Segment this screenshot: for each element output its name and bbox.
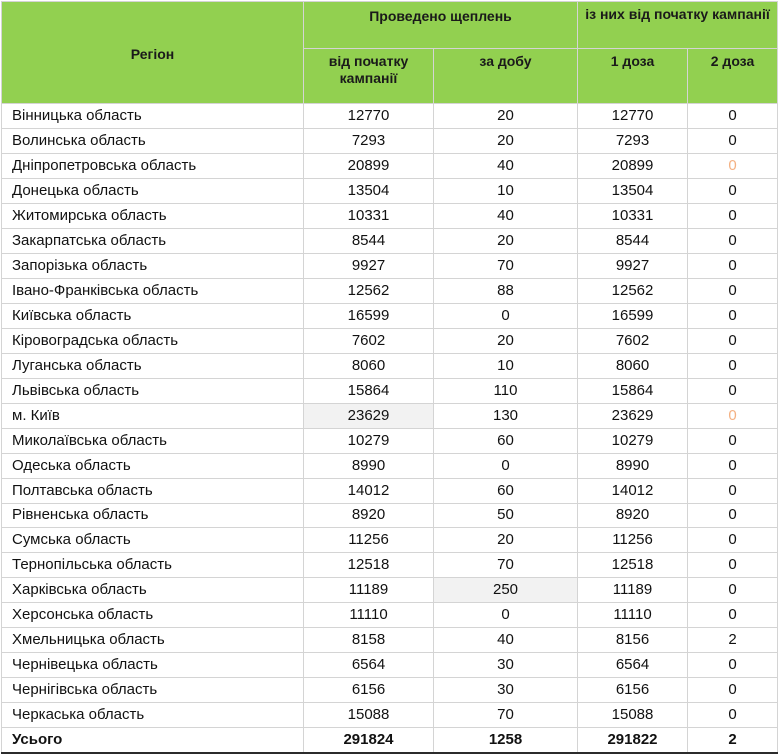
dose-1-value: 12562 xyxy=(578,278,688,303)
since-start-value: 10279 xyxy=(304,428,434,453)
region-name: Івано-Франківська область xyxy=(2,278,304,303)
table-row xyxy=(2,553,778,578)
table-row xyxy=(2,703,778,728)
table-row xyxy=(2,603,778,628)
per-day-value: 60 xyxy=(434,478,578,503)
table-header xyxy=(2,2,778,104)
dose-2-value: 0 xyxy=(688,653,778,678)
dose-2-value: 0 xyxy=(688,178,778,203)
since-start-value: 8990 xyxy=(304,453,434,478)
dose-1-value: 11110 xyxy=(578,603,688,628)
dose-2-value: 0 xyxy=(688,703,778,728)
table-row xyxy=(2,328,778,353)
since-start-value: 23629 xyxy=(304,403,434,428)
region-name: Київська область xyxy=(2,303,304,328)
per-day-value: 70 xyxy=(434,553,578,578)
since-start-value: 6564 xyxy=(304,653,434,678)
dose-2-value: 0 xyxy=(688,153,778,178)
dose-1-value: 8060 xyxy=(578,353,688,378)
dose-2-value: 0 xyxy=(688,328,778,353)
header-vaccinations-done: Проведено щеплень xyxy=(304,2,578,49)
dose-2-value: 0 xyxy=(688,478,778,503)
since-start-value: 11189 xyxy=(304,578,434,603)
table-row xyxy=(2,278,778,303)
per-day-value: 10 xyxy=(434,353,578,378)
dose-1-value: 15864 xyxy=(578,378,688,403)
dose-1-value: 13504 xyxy=(578,178,688,203)
dose-1-value: 11189 xyxy=(578,578,688,603)
dose-2-value: 0 xyxy=(688,353,778,378)
table-row xyxy=(2,353,778,378)
region-name: Хмельницька область xyxy=(2,628,304,653)
total-label: Усього xyxy=(2,728,304,753)
region-name: Сумська область xyxy=(2,528,304,553)
region-name: Запорізька область xyxy=(2,253,304,278)
table-row xyxy=(2,503,778,528)
since-start-value: 10331 xyxy=(304,203,434,228)
table-row xyxy=(2,578,778,603)
dose-2-value: 2 xyxy=(688,628,778,653)
since-start-value: 8544 xyxy=(304,228,434,253)
dose-2-value: 0 xyxy=(688,253,778,278)
total-dose-2: 2 xyxy=(688,728,778,753)
since-start-value: 12562 xyxy=(304,278,434,303)
dose-1-value: 20899 xyxy=(578,153,688,178)
per-day-value: 20 xyxy=(434,328,578,353)
per-day-value: 50 xyxy=(434,503,578,528)
dose-1-value: 8990 xyxy=(578,453,688,478)
total-row xyxy=(2,728,778,753)
per-day-value: 40 xyxy=(434,203,578,228)
table-row xyxy=(2,253,778,278)
per-day-value: 250 xyxy=(434,578,578,603)
dose-1-value: 14012 xyxy=(578,478,688,503)
dose-1-value: 7602 xyxy=(578,328,688,353)
header-per-day: за добу xyxy=(434,49,578,104)
region-name: Харківська область xyxy=(2,578,304,603)
dose-1-value: 12518 xyxy=(578,553,688,578)
region-name: Рівненська область xyxy=(2,503,304,528)
dose-2-value: 0 xyxy=(688,303,778,328)
per-day-value: 20 xyxy=(434,104,578,129)
per-day-value: 60 xyxy=(434,428,578,453)
dose-1-value: 10331 xyxy=(578,203,688,228)
table-row xyxy=(2,303,778,328)
dose-1-value: 8920 xyxy=(578,503,688,528)
per-day-value: 70 xyxy=(434,253,578,278)
region-name: Одеська область xyxy=(2,453,304,478)
header-region: Регіон xyxy=(2,2,304,104)
per-day-value: 30 xyxy=(434,678,578,703)
dose-1-value: 11256 xyxy=(578,528,688,553)
per-day-value: 130 xyxy=(434,403,578,428)
per-day-value: 20 xyxy=(434,228,578,253)
table-row xyxy=(2,128,778,153)
dose-2-value: 0 xyxy=(688,553,778,578)
region-name: Тернопільська область xyxy=(2,553,304,578)
per-day-value: 20 xyxy=(434,528,578,553)
since-start-value: 8920 xyxy=(304,503,434,528)
dose-1-value: 6156 xyxy=(578,678,688,703)
table-row xyxy=(2,104,778,129)
region-name: Волинська область xyxy=(2,128,304,153)
table-row xyxy=(2,653,778,678)
since-start-value: 12518 xyxy=(304,553,434,578)
dose-2-value: 0 xyxy=(688,228,778,253)
region-name: Закарпатська область xyxy=(2,228,304,253)
table-row xyxy=(2,178,778,203)
region-name: Донецька область xyxy=(2,178,304,203)
per-day-value: 0 xyxy=(434,453,578,478)
total-dose-1: 291822 xyxy=(578,728,688,753)
region-name: Луганська область xyxy=(2,353,304,378)
dose-1-value: 8544 xyxy=(578,228,688,253)
header-dose-1: 1 доза xyxy=(578,49,688,104)
dose-1-value: 15088 xyxy=(578,703,688,728)
region-name: Херсонська область xyxy=(2,603,304,628)
dose-1-value: 8156 xyxy=(578,628,688,653)
table-row xyxy=(2,153,778,178)
region-name: Вінницька область xyxy=(2,104,304,129)
per-day-value: 88 xyxy=(434,278,578,303)
since-start-value: 6156 xyxy=(304,678,434,703)
dose-1-value: 12770 xyxy=(578,104,688,129)
dose-2-value: 0 xyxy=(688,503,778,528)
per-day-value: 30 xyxy=(434,653,578,678)
dose-2-value: 0 xyxy=(688,528,778,553)
per-day-value: 70 xyxy=(434,703,578,728)
table-row xyxy=(2,203,778,228)
since-start-value: 15088 xyxy=(304,703,434,728)
dose-2-value: 0 xyxy=(688,104,778,129)
region-name: Львівська область xyxy=(2,378,304,403)
dose-2-value: 0 xyxy=(688,278,778,303)
dose-2-value: 0 xyxy=(688,603,778,628)
since-start-value: 15864 xyxy=(304,378,434,403)
table-row xyxy=(2,428,778,453)
table-row xyxy=(2,478,778,503)
dose-2-value: 0 xyxy=(688,578,778,603)
region-name: Миколаївська область xyxy=(2,428,304,453)
table-row xyxy=(2,378,778,403)
per-day-value: 110 xyxy=(434,378,578,403)
region-name: Дніпропетровська область xyxy=(2,153,304,178)
region-name: Кіровоградська область xyxy=(2,328,304,353)
per-day-value: 20 xyxy=(434,128,578,153)
since-start-value: 14012 xyxy=(304,478,434,503)
table-row xyxy=(2,528,778,553)
header-since-start: від початку кампанії xyxy=(304,49,434,104)
since-start-value: 13504 xyxy=(304,178,434,203)
dose-1-value: 16599 xyxy=(578,303,688,328)
dose-2-value: 0 xyxy=(688,203,778,228)
per-day-value: 40 xyxy=(434,153,578,178)
per-day-value: 40 xyxy=(434,628,578,653)
table-row xyxy=(2,678,778,703)
dose-1-value: 9927 xyxy=(578,253,688,278)
dose-2-value: 0 xyxy=(688,128,778,153)
per-day-value: 0 xyxy=(434,303,578,328)
dose-2-value: 0 xyxy=(688,428,778,453)
vaccination-table xyxy=(1,1,778,754)
region-name: Чернігівська область xyxy=(2,678,304,703)
table-row xyxy=(2,403,778,428)
table-row xyxy=(2,453,778,478)
per-day-value: 0 xyxy=(434,603,578,628)
table-body xyxy=(2,104,778,754)
since-start-value: 9927 xyxy=(304,253,434,278)
region-name: м. Київ xyxy=(2,403,304,428)
dose-1-value: 6564 xyxy=(578,653,688,678)
dose-2-value: 0 xyxy=(688,678,778,703)
since-start-value: 7293 xyxy=(304,128,434,153)
since-start-value: 12770 xyxy=(304,104,434,129)
dose-2-value: 0 xyxy=(688,403,778,428)
since-start-value: 16599 xyxy=(304,303,434,328)
since-start-value: 7602 xyxy=(304,328,434,353)
total-since-start: 291824 xyxy=(304,728,434,753)
since-start-value: 8060 xyxy=(304,353,434,378)
table-row xyxy=(2,628,778,653)
region-name: Полтавська область xyxy=(2,478,304,503)
region-name: Чернівецька область xyxy=(2,653,304,678)
table-row xyxy=(2,228,778,253)
total-per-day: 1258 xyxy=(434,728,578,753)
region-name: Житомирська область xyxy=(2,203,304,228)
since-start-value: 11256 xyxy=(304,528,434,553)
dose-1-value: 7293 xyxy=(578,128,688,153)
per-day-value: 10 xyxy=(434,178,578,203)
dose-2-value: 0 xyxy=(688,453,778,478)
since-start-value: 8158 xyxy=(304,628,434,653)
region-name: Черкаська область xyxy=(2,703,304,728)
dose-1-value: 10279 xyxy=(578,428,688,453)
since-start-value: 20899 xyxy=(304,153,434,178)
header-doses-since-start: із них від початку кампанії xyxy=(578,2,778,49)
dose-2-value: 0 xyxy=(688,378,778,403)
dose-1-value: 23629 xyxy=(578,403,688,428)
header-dose-2: 2 доза xyxy=(688,49,778,104)
since-start-value: 11110 xyxy=(304,603,434,628)
